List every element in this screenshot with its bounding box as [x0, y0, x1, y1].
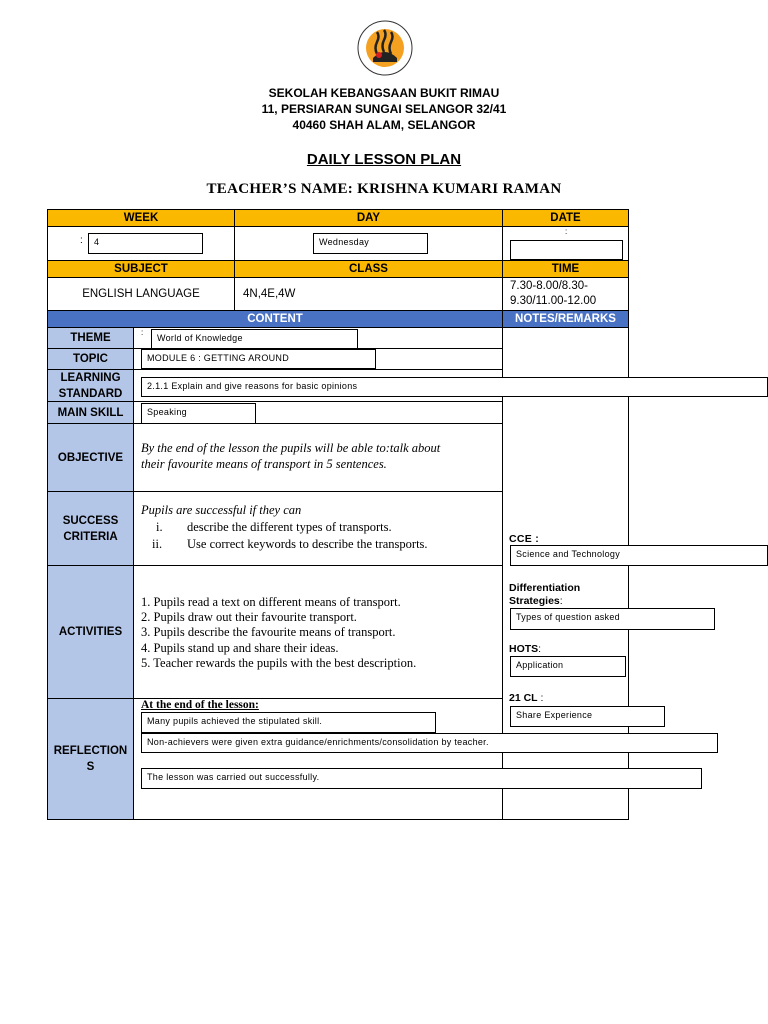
activity-item: 2. Pupils draw out their favourite transport.: [141, 610, 357, 625]
school-name: SEKOLAH KEBANGSAAN BUKIT RIMAU: [268, 86, 500, 100]
activity-item: 5. Teacher rewards the pupils with the best description.: [141, 655, 417, 670]
differentiation-field[interactable]: Types of question asked: [510, 608, 715, 630]
learning-standard-label-line2: STANDARD: [58, 387, 123, 400]
cce-label: CCE :: [509, 533, 540, 545]
differentiation-colon: :: [559, 595, 563, 607]
date-header: DATE: [502, 209, 629, 227]
hots-label-wrap: [509, 643, 541, 655]
week-header: WEEK: [47, 209, 235, 227]
success-item: [141, 519, 502, 536]
learning-standard-label-line1: LEARNING: [60, 371, 121, 384]
cl-colon: :: [540, 692, 544, 704]
cce-field[interactable]: Science and Technology: [510, 545, 768, 566]
hots-label: HOTS: [509, 643, 539, 655]
teacher-name: TEACHER’S NAME: KRISHNA KUMARI RAMAN: [206, 181, 562, 197]
class-header: CLASS: [234, 260, 503, 278]
success-criteria-label: [47, 491, 134, 566]
reflections-label-line1: REFLECTION: [53, 745, 128, 757]
school-address-line1: 11, PERSIARAN SUNGAI SELANGOR 32/41: [261, 102, 507, 116]
subject-value: ENGLISH LANGUAGE: [47, 277, 235, 311]
objective-line-2: their favourite means of transport in 5 sentences.: [141, 457, 387, 471]
differentiation-label-line2: Strategies: [509, 595, 560, 607]
learning-standard-label: [47, 369, 134, 402]
cl-label-wrap: [509, 692, 543, 704]
time-value: [502, 277, 629, 311]
time-line-2: 9.30/11.00-12.00: [510, 295, 597, 307]
hots-colon: :: [538, 643, 542, 655]
reflections-label: [47, 698, 134, 820]
success-item-text: describe the different types of transports.: [187, 520, 392, 534]
theme-label: THEME: [47, 327, 134, 349]
theme-colon: :: [141, 328, 144, 337]
objective-line-1: By the end of the lesson the pupils will be able to:talk about: [141, 441, 441, 455]
activity-item: 4. Pupils stand up and share their ideas.: [141, 640, 339, 655]
class-value: 4N,4E,4W: [234, 277, 503, 311]
main-skill-field[interactable]: Speaking: [141, 403, 256, 424]
day-header: DAY: [234, 209, 503, 227]
day-field[interactable]: Wednesday: [313, 233, 428, 254]
topic-field[interactable]: MODULE 6 : GETTING AROUND: [141, 349, 376, 369]
reflections-label-line2: S: [86, 761, 95, 773]
time-line-1: 7.30-8.00/8.30-: [510, 280, 589, 292]
reflection-intro: At the end of the lesson:: [141, 699, 259, 711]
objective-cell: [133, 423, 503, 492]
differentiation-label: [509, 582, 580, 608]
page-title: DAILY LESSON PLAN: [306, 151, 462, 168]
date-field[interactable]: [510, 240, 623, 260]
objective-label: OBJECTIVE: [47, 423, 134, 492]
activity-item: 1. Pupils read a text on different means of transport.: [141, 595, 401, 609]
time-header: TIME: [502, 260, 629, 278]
subject-header: SUBJECT: [47, 260, 235, 278]
success-item: [141, 536, 502, 553]
content-header: CONTENT: [47, 310, 503, 328]
learning-standard-field[interactable]: 2.1.1 Explain and give reasons for basic opinions: [141, 377, 768, 397]
differentiation-label-line1: Differentiation: [509, 582, 581, 594]
activities-label: ACTIVITIES: [47, 565, 134, 699]
reflection-field-3[interactable]: The lesson was carried out successfully.: [141, 768, 702, 789]
week-field[interactable]: 4: [88, 233, 203, 254]
success-item-num: ii.: [152, 537, 163, 551]
success-item-text: Use correct keywords to describe the transports.: [187, 537, 428, 551]
school-address-line2: 40460 SHAH ALAM, SELANGOR: [292, 118, 476, 132]
week-colon: :: [80, 235, 83, 246]
school-logo: [355, 18, 415, 78]
success-criteria-cell: [133, 491, 503, 566]
date-colon: :: [565, 227, 568, 236]
success-intro: Pupils are successful if they can: [141, 503, 302, 517]
activities-cell: [133, 565, 503, 699]
success-criteria-label-line2: CRITERIA: [63, 530, 118, 543]
notes-header: NOTES/REMARKS: [502, 310, 629, 328]
theme-field[interactable]: World of Knowledge: [151, 329, 358, 349]
success-criteria-label-line1: SUCCESS: [62, 514, 119, 527]
reflection-field-1[interactable]: Many pupils achieved the stipulated skill.: [141, 712, 436, 733]
hots-field[interactable]: Application: [510, 656, 626, 677]
reflection-field-2[interactable]: Non-achievers were given extra guidance/enrichments/consolidation by teacher.: [141, 733, 718, 753]
cl-field[interactable]: Share Experience: [510, 706, 665, 727]
success-item-num: i.: [156, 520, 163, 534]
topic-label: TOPIC: [47, 348, 134, 370]
main-skill-label: MAIN SKILL: [47, 401, 134, 424]
cl-label: 21 CL: [509, 692, 538, 704]
activity-item: 3. Pupils describe the favourite means of transport.: [141, 625, 396, 640]
